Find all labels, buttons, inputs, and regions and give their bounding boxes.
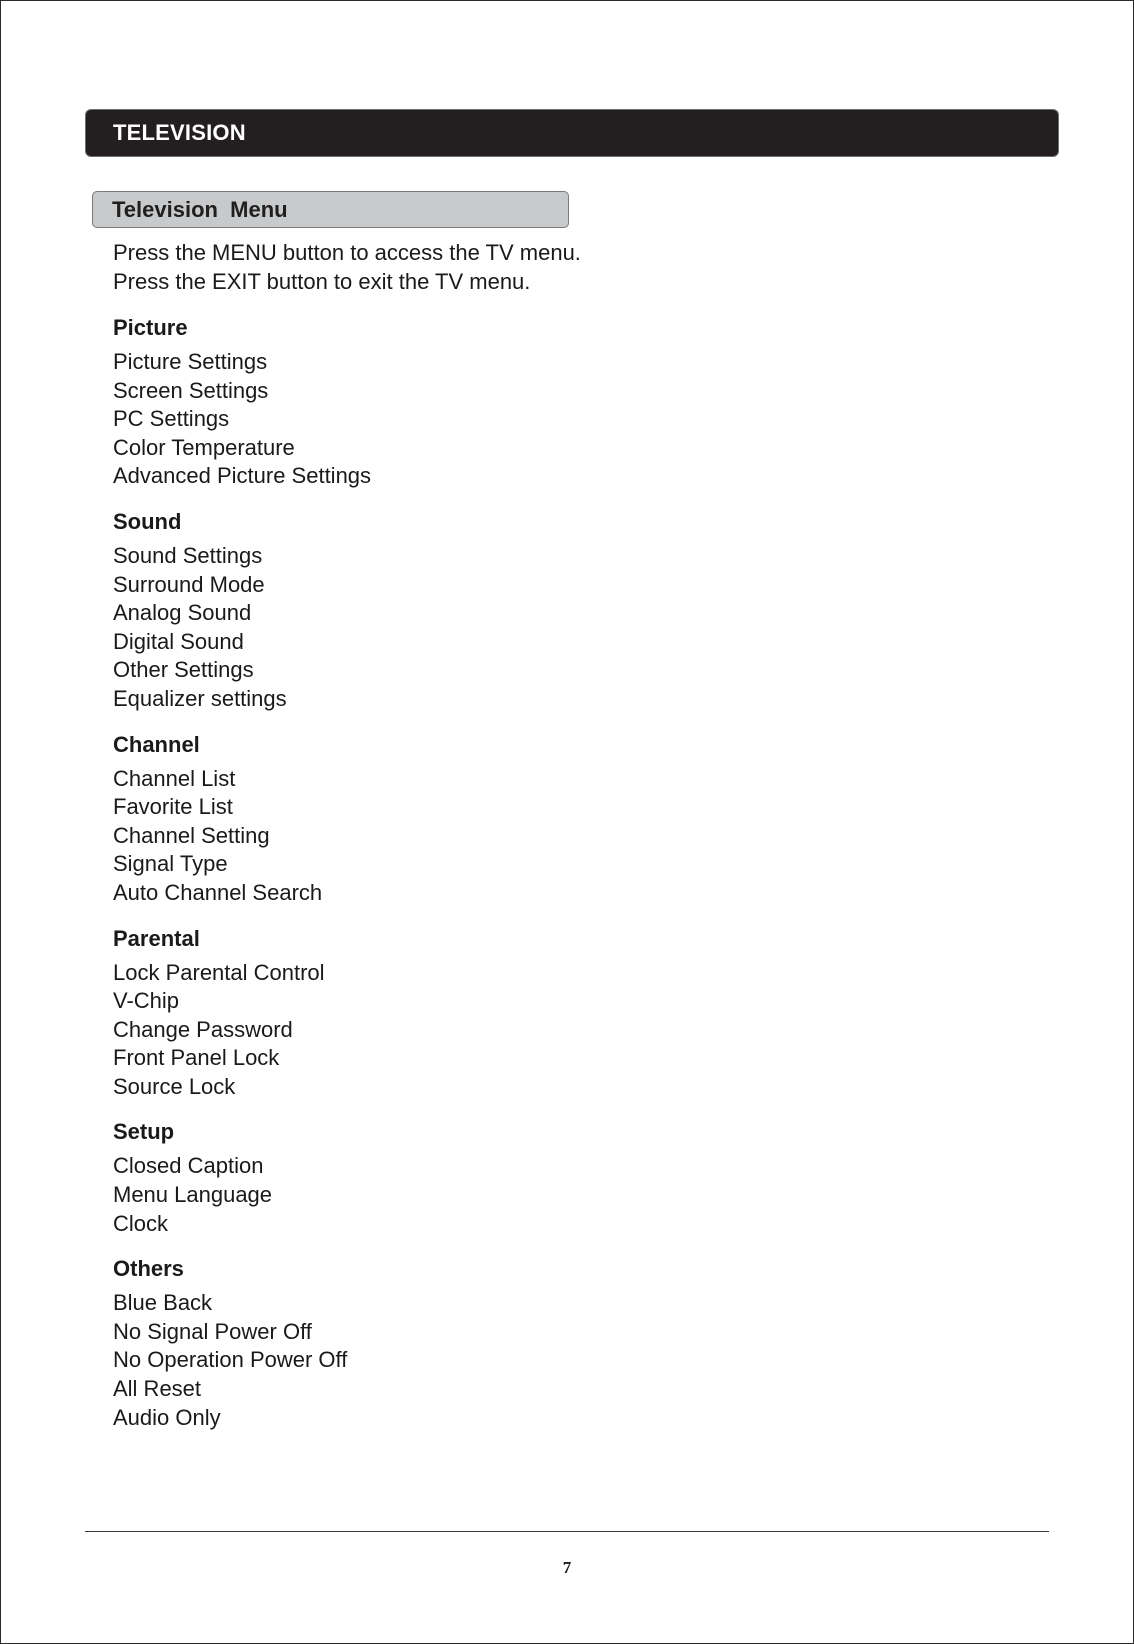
list-item: Screen Settings — [113, 377, 269, 403]
list-item: Other Settings — [113, 657, 254, 683]
menu-section-sound — [113, 509, 1013, 714]
section-heading: Others — [113, 1256, 184, 1282]
menu-section-picture — [113, 315, 1013, 491]
list-item: Equalizer settings — [113, 685, 287, 711]
list-item: Picture Settings — [113, 349, 268, 374]
section-item-list — [113, 959, 1013, 1102]
list-item: Closed Caption — [113, 1153, 264, 1179]
menu-sections — [113, 315, 1013, 1432]
title-bar — [86, 110, 1058, 156]
list-item: No Operation Power Off — [113, 1347, 348, 1373]
section-item-list — [113, 348, 1013, 491]
list-item: Color Temperature — [113, 434, 295, 460]
list-item: Audio Only — [113, 1404, 221, 1430]
list-item: Signal Type — [113, 851, 228, 877]
list-item: Digital Sound — [113, 628, 244, 654]
list-item: Clock — [113, 1210, 169, 1236]
section-heading: Sound — [113, 508, 182, 534]
list-item: Source Lock — [113, 1073, 236, 1099]
list-item: Menu Language — [113, 1182, 273, 1208]
list-item: No Signal Power Off — [113, 1318, 312, 1344]
list-item: Advanced Picture Settings — [113, 463, 372, 489]
section-item-list — [113, 1152, 1013, 1238]
page-number: 7 — [562, 1558, 572, 1577]
menu-section-parental — [113, 926, 1013, 1102]
section-heading: Parental — [113, 925, 200, 951]
menu-section-channel — [113, 732, 1013, 908]
list-item: Auto Channel Search — [113, 879, 323, 905]
section-title: Television Menu — [112, 196, 288, 222]
list-item: Front Panel Lock — [113, 1045, 280, 1071]
intro-line: Press the EXIT button to exit the TV menu. — [113, 269, 531, 294]
intro-line: Press the MENU button to access the TV menu. — [113, 240, 581, 265]
section-title-box — [92, 191, 569, 228]
list-item: All Reset — [113, 1376, 202, 1402]
section-item-list — [113, 1289, 1013, 1432]
footer-divider — [85, 1531, 1049, 1532]
list-item: Blue Back — [113, 1290, 213, 1316]
intro-block — [113, 238, 1013, 296]
list-item: Channel List — [113, 765, 236, 791]
list-item: Change Password — [113, 1016, 293, 1042]
list-item: Analog Sound — [113, 600, 252, 626]
list-item: Sound Settings — [113, 542, 263, 568]
page-title: TELEVISION — [113, 120, 246, 145]
list-item: V-Chip — [113, 988, 180, 1014]
section-item-list — [113, 542, 1013, 714]
list-item: Channel Setting — [113, 822, 270, 848]
list-item: Favorite List — [113, 794, 233, 820]
content — [113, 238, 1013, 1450]
section-heading: Channel — [113, 731, 200, 757]
list-item: Lock Parental Control — [113, 959, 325, 985]
menu-section-setup — [113, 1119, 1013, 1238]
section-heading: Setup — [113, 1119, 175, 1145]
menu-section-others — [113, 1256, 1013, 1432]
list-item: PC Settings — [113, 406, 230, 432]
section-item-list — [113, 765, 1013, 908]
list-item: Surround Mode — [113, 571, 265, 597]
section-heading: Picture — [113, 315, 188, 340]
